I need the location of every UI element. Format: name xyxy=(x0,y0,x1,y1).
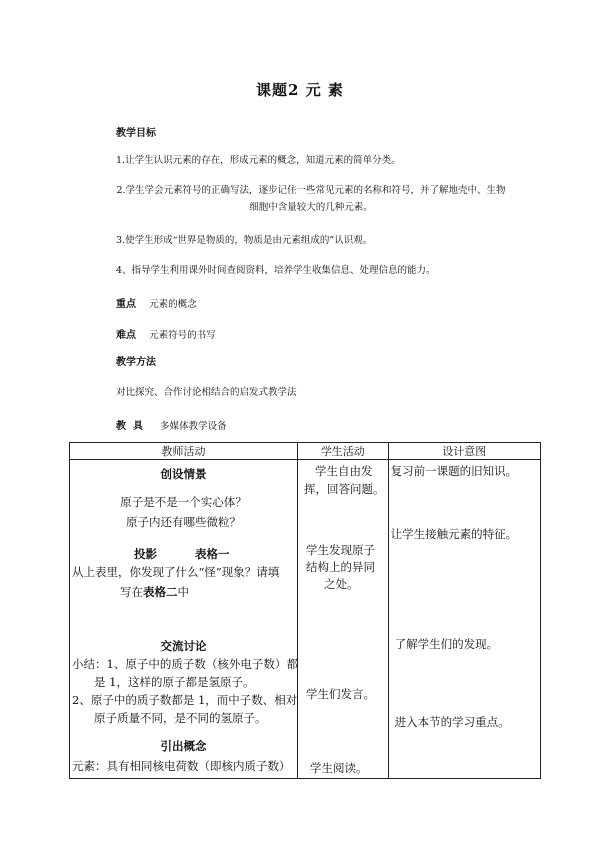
lesson-plan-table xyxy=(69,442,541,779)
prompt-line-2 xyxy=(120,584,189,600)
teacher-activity-cell xyxy=(70,460,298,779)
summary-line-3: 2、原子中的质子数都是 1，而中子数、相对 xyxy=(72,693,298,707)
section-title-discussion: 交流讨论 xyxy=(160,639,207,653)
section-title-concept: 引出概念 xyxy=(160,739,207,753)
summary-line-2: 是 1，这样的原子都是氢原子。 xyxy=(94,675,255,689)
difficulty xyxy=(116,323,216,342)
student-b-line-3: 之处。 xyxy=(324,577,359,591)
table-body-row xyxy=(70,460,541,779)
header-student: 学生活动 xyxy=(298,443,389,460)
student-b-line-1: 学生发现原子 xyxy=(306,543,375,557)
goal-item-3: 3.使学生形成“世界是物质的，物质是由元素组成的”认识观。 xyxy=(116,235,373,246)
table-header-row xyxy=(70,443,541,460)
intent-2: 让学生接触元素的特征。 xyxy=(390,527,518,541)
section-title-scenario: 创设情景 xyxy=(160,467,207,481)
key-point-label: 重点 xyxy=(116,299,136,310)
summary-line-1: 小结：1、原子中的质子数（核外电子数）都 xyxy=(72,657,298,671)
prompt-post: 中 xyxy=(177,585,189,599)
goal-item-2: 2.学生学会元素符号的正确写法，逐步记住一些常见元素的名称和符号，并了解地壳中、生物细胞中含量较大的几种元素。 xyxy=(116,185,506,213)
difficulty-label: 难点 xyxy=(116,330,136,341)
prompt-line-1: 从上表里，你发现了什么“怪”现象？请填 xyxy=(72,565,280,579)
student-b-line-2: 结构上的异同 xyxy=(306,560,375,574)
goal-item-4: 4、指导学生利用课外时间查阅资料，培养学生收集信息、处理信息的能力。 xyxy=(116,265,436,276)
header-teacher: 教师活动 xyxy=(70,443,298,460)
goals-heading: 教学目标 xyxy=(116,128,156,139)
intent-4: 进入本节的学习重点。 xyxy=(394,715,510,729)
table-one-label: 表格一 xyxy=(195,547,230,561)
intent-3: 了解学生们的发现。 xyxy=(394,637,499,651)
method-text: 对比探究、合作讨论相结合的启发式教学法 xyxy=(116,387,297,398)
student-a-line-2: 挥，回答问题。 xyxy=(304,482,385,496)
page-title: 课题2 元 素 xyxy=(256,81,344,99)
goal-item-1: 1.让学生认识元素的存在，形成元素的概念，知道元素的简单分类。 xyxy=(116,155,401,166)
method-heading: 教学方法 xyxy=(116,357,156,368)
tools xyxy=(116,414,227,433)
intent-1: 复习前一课题的旧知识。 xyxy=(390,464,518,478)
design-intent-cell xyxy=(388,460,540,779)
concept-line: 元素：具有相同核电荷数（即核内质子数） xyxy=(72,759,291,773)
question-1: 原子是不是一个实心体？ xyxy=(120,495,247,509)
summary-line-4: 原子质量不同，是不同的氢原子。 xyxy=(94,711,267,725)
tools-text: 多媒体教学设备 xyxy=(160,421,227,432)
key-point-text: 元素的概念 xyxy=(149,299,197,310)
table-two-label: 表格二 xyxy=(143,585,178,599)
key-point xyxy=(116,292,197,311)
student-c-line-1: 学生们发言。 xyxy=(306,687,375,701)
student-a-line-1: 学生自由发 xyxy=(315,464,373,478)
tools-label: 教 具 xyxy=(116,421,143,432)
header-intent: 设计意图 xyxy=(388,443,540,460)
difficulty-text: 元素符号的书写 xyxy=(149,330,216,341)
student-d-line-1: 学生阅读。 xyxy=(310,761,368,775)
student-activity-cell xyxy=(298,460,389,779)
question-2: 原子内还有哪些微粒？ xyxy=(126,515,241,529)
projection-label: 投影 xyxy=(134,547,157,561)
prompt-pre: 写在 xyxy=(120,585,143,599)
